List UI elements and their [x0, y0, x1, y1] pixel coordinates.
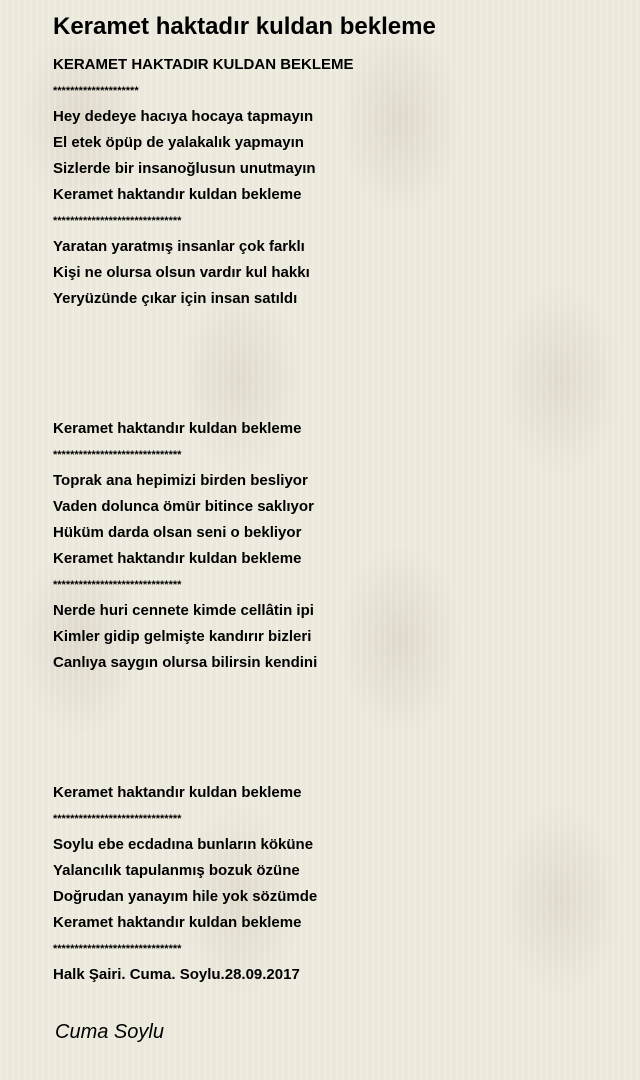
poem-line: Keramet haktandır kuldan bekleme [53, 420, 302, 437]
poem-separator: ******************** [53, 85, 139, 97]
poem-separator: ****************************** [53, 579, 182, 591]
poem-separator: ****************************** [53, 215, 182, 227]
poem-title: Keramet haktadır kuldan bekleme [53, 13, 436, 40]
poem-line: Canlıya saygın olursa bilirsin kendini [53, 654, 318, 671]
poem-line: Yalancılık tapulanmış bozuk özüne [53, 862, 300, 879]
poem-line: Hey dedeye hacıya hocaya tapmayın [53, 108, 314, 125]
poem-line: Keramet haktandır kuldan bekleme [53, 550, 302, 567]
poem-line: Kişi ne olursa olsun vardır kul hakkı [53, 264, 310, 281]
author-name: Cuma Soylu [55, 1021, 164, 1043]
poem-line: Toprak ana hepimizi birden besliyor [53, 472, 308, 489]
poem-line: Yeryüzünde çıkar için insan satıldı [53, 290, 298, 307]
blank-line [53, 312, 613, 338]
poem-line: Kimler gidip gelmişte kandırır bizleri [53, 628, 312, 645]
poem-line: Keramet haktandır kuldan bekleme [53, 784, 302, 801]
poem-line: Doğrudan yanayım hile yok sözümde [53, 888, 318, 905]
poem-line: Soylu ebe ecdadına bunların köküne [53, 836, 314, 853]
blank-line [53, 676, 613, 702]
poem-signature-line: Halk Şairi. Cuma. Soylu.28.09.2017 [53, 966, 300, 983]
blank-line [53, 728, 613, 754]
poem-line: Hüküm darda olsan seni o bekliyor [53, 524, 302, 541]
poem-line: El etek öpüp de yalakalık yapmayın [53, 134, 304, 151]
poem-line: Keramet haktandır kuldan bekleme [53, 914, 302, 931]
poem-line: Nerde huri cennete kimde cellâtin ipi [53, 602, 314, 619]
blank-line [53, 702, 613, 728]
poem-line: Keramet haktandır kuldan bekleme [53, 186, 302, 203]
blank-line [53, 338, 613, 364]
poem-body [53, 52, 613, 988]
poem-separator: ****************************** [53, 943, 182, 955]
poem-line: Vaden dolunca ömür bitince saklıyor [53, 498, 314, 515]
poem-separator: ****************************** [53, 449, 182, 461]
blank-line [53, 364, 613, 390]
poem-line: Yaratan yaratmış insanlar çok farklı [53, 238, 305, 255]
poem-line: Sizlerde bir insanoğlusun unutmayın [53, 160, 316, 177]
blank-line [53, 390, 613, 416]
blank-line [53, 754, 613, 780]
poem-separator: ****************************** [53, 813, 182, 825]
poem-line: KERAMET HAKTADIR KULDAN BEKLEME [53, 56, 354, 73]
